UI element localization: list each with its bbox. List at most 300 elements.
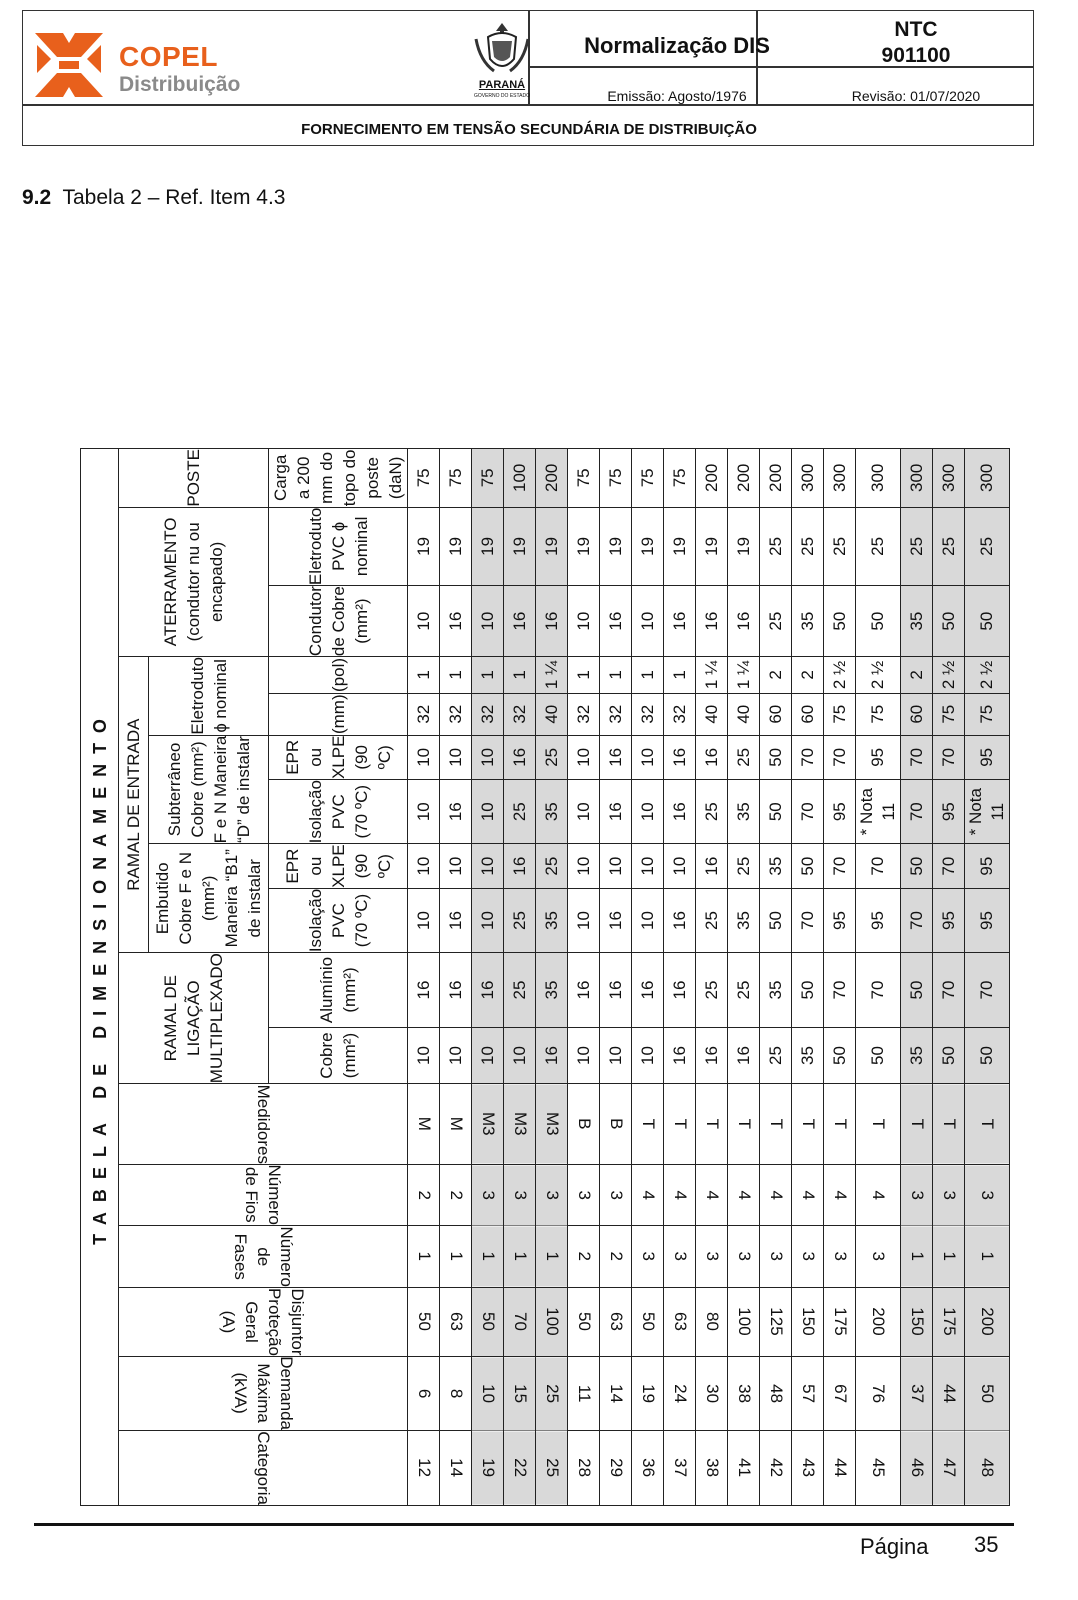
cell-categoria: 14: [440, 1431, 472, 1506]
cell-disjuntor: 100: [728, 1287, 760, 1356]
section-number: 9.2: [22, 186, 52, 209]
cell-emb-epr-xlpe: 10: [408, 844, 440, 888]
cell-emb-epr-xlpe: 16: [504, 844, 536, 888]
cell-fios: 3: [568, 1164, 600, 1225]
cell-demanda: 57: [792, 1356, 824, 1431]
cell-aterramento-cobre: 35: [792, 586, 824, 657]
cell-fases: 3: [696, 1226, 728, 1287]
header-aterramento: ATERRAMENTO (condutor nu ou encapado): [119, 507, 269, 656]
cell-demanda: 37: [901, 1356, 933, 1431]
cell-sub-epr-xlpe: 70: [901, 735, 933, 779]
header-sub-isolacao-pvc: Isolação PVC (70 ºC): [269, 780, 408, 844]
cell-emb-epr-xlpe: 70: [824, 844, 856, 888]
cell-categoria: 48: [965, 1431, 1010, 1506]
cell-fases: 3: [664, 1226, 696, 1287]
cell-aluminio: 70: [856, 953, 901, 1028]
cell-categoria: 25: [536, 1431, 568, 1506]
cell-emb-isolacao-pvc: 95: [856, 888, 901, 952]
cell-cobre: 16: [696, 1027, 728, 1083]
cell-fases: 1: [536, 1226, 568, 1287]
cell-poste-carga: 75: [568, 449, 600, 508]
cell-aluminio: 16: [472, 953, 504, 1028]
cell-categoria: 45: [856, 1431, 901, 1506]
cell-eletroduto-mm: 40: [536, 693, 568, 735]
table-row: [901, 449, 933, 1506]
cell-fases: 3: [760, 1226, 792, 1287]
dimension-table-area: [80, 226, 1007, 1506]
cell-emb-epr-xlpe: 50: [901, 844, 933, 888]
cell-aterramento-cobre: 10: [472, 586, 504, 657]
cell-demanda: 19: [632, 1356, 664, 1431]
cell-sub-isolacao-pvc: 35: [536, 780, 568, 844]
cell-emb-isolacao-pvc: 70: [792, 888, 824, 952]
dimension-table: [80, 448, 1010, 1506]
cell-eletroduto-pol: 1 ¼: [728, 657, 760, 694]
cell-medidores: M3: [504, 1084, 536, 1164]
cell-aluminio: 35: [536, 953, 568, 1028]
header-subterraneo: Subterrâneo Cobre (mm²) F e N Maneira “D” de instalar: [149, 735, 269, 844]
cell-eletroduto-pol: 2: [760, 657, 792, 694]
cell-eletroduto-pol: 1: [632, 657, 664, 694]
cell-emb-isolacao-pvc: 16: [600, 888, 632, 952]
cell-eletroduto-pol: 2 ½: [933, 657, 965, 694]
cell-cobre: 10: [632, 1027, 664, 1083]
cell-demanda: 6: [408, 1356, 440, 1431]
cell-sub-epr-xlpe: 16: [696, 735, 728, 779]
cell-fases: 1: [965, 1226, 1010, 1287]
cell-sub-isolacao-pvc: 70: [792, 780, 824, 844]
cell-aterramento-eletroduto: 19: [472, 507, 504, 586]
cell-aluminio: 16: [600, 953, 632, 1028]
norm-code-line1: NTC: [894, 18, 938, 41]
cell-cobre: 10: [568, 1027, 600, 1083]
cell-fios: 4: [824, 1164, 856, 1225]
cell-aterramento-cobre: 50: [965, 586, 1010, 657]
cell-disjuntor: 63: [664, 1287, 696, 1356]
table-row: [728, 449, 760, 1506]
cell-aterramento-cobre: 16: [696, 586, 728, 657]
cell-medidores: B: [568, 1084, 600, 1164]
cell-emb-isolacao-pvc: 35: [536, 888, 568, 952]
cell-emb-epr-xlpe: 70: [933, 844, 965, 888]
cell-fios: 3: [472, 1164, 504, 1225]
cell-eletroduto-mm: 75: [933, 693, 965, 735]
copel-logo-icon: [33, 29, 105, 101]
cell-disjuntor: 50: [632, 1287, 664, 1356]
cell-eletroduto-pol: 1: [472, 657, 504, 694]
table-row: [472, 449, 504, 1506]
cell-fios: 4: [856, 1164, 901, 1225]
cell-aterramento-eletroduto: 19: [600, 507, 632, 586]
cell-aterramento-eletroduto: 19: [632, 507, 664, 586]
cell-poste-carga: 300: [792, 449, 824, 508]
cell-aterramento-cobre: 16: [600, 586, 632, 657]
cell-poste-carga: 300: [965, 449, 1010, 508]
cell-eletroduto-pol: 2 ½: [856, 657, 901, 694]
cell-eletroduto-pol: 1: [408, 657, 440, 694]
cell-categoria: 41: [728, 1431, 760, 1506]
cell-sub-isolacao-pvc: 95: [824, 780, 856, 844]
cell-categoria: 28: [568, 1431, 600, 1506]
cell-sub-isolacao-pvc: 50: [760, 780, 792, 844]
cell-emb-isolacao-pvc: 95: [965, 888, 1010, 952]
table-row: [824, 449, 856, 1506]
cell-sub-isolacao-pvc: 25: [696, 780, 728, 844]
cell-eletroduto-pol: 1: [440, 657, 472, 694]
cell-aterramento-cobre: 16: [440, 586, 472, 657]
cell-medidores: T: [696, 1084, 728, 1164]
cell-demanda: 11: [568, 1356, 600, 1431]
cell-eletroduto-mm: 60: [901, 693, 933, 735]
cell-cobre: 50: [856, 1027, 901, 1083]
cell-aterramento-cobre: 10: [568, 586, 600, 657]
cell-disjuntor: 175: [933, 1287, 965, 1356]
cell-fases: 1: [472, 1226, 504, 1287]
header-embutido: Embutido Cobre F e N (mm²) Maneira “B1” de instalar: [149, 844, 269, 953]
cell-cobre: 10: [504, 1027, 536, 1083]
cell-cobre: 10: [408, 1027, 440, 1083]
cell-emb-isolacao-pvc: 25: [504, 888, 536, 952]
header-emb-isolacao-pvc: Isolação PVC (70 ºC): [269, 888, 408, 952]
cell-emb-epr-xlpe: 10: [440, 844, 472, 888]
page-label: Página: [860, 1534, 929, 1559]
cell-categoria: 19: [472, 1431, 504, 1506]
cell-poste-carga: 75: [440, 449, 472, 508]
cell-demanda: 10: [472, 1356, 504, 1431]
footer-rule: [34, 1523, 1014, 1526]
cell-sub-isolacao-pvc: 35: [728, 780, 760, 844]
cell-aluminio: 25: [728, 953, 760, 1028]
cell-eletroduto-mm: 32: [472, 693, 504, 735]
cell-sub-isolacao-pvc: 25: [504, 780, 536, 844]
cell-eletroduto-mm: 75: [824, 693, 856, 735]
cell-fios: 4: [632, 1164, 664, 1225]
cell-aterramento-cobre: 16: [504, 586, 536, 657]
cell-aluminio: 16: [408, 953, 440, 1028]
header-eletroduto: Eletroduto ɸ nominal: [149, 657, 269, 736]
cell-aluminio: 16: [568, 953, 600, 1028]
cell-categoria: 12: [408, 1431, 440, 1506]
cell-fios: 2: [440, 1164, 472, 1225]
emission-date: Emissão: Agosto/1976: [607, 88, 747, 104]
table-row: [664, 449, 696, 1506]
cell-disjuntor: 200: [856, 1287, 901, 1356]
table-row: [440, 449, 472, 1506]
cell-categoria: 43: [792, 1431, 824, 1506]
cell-emb-isolacao-pvc: 10: [408, 888, 440, 952]
cell-disjuntor: 80: [696, 1287, 728, 1356]
cell-medidores: M3: [536, 1084, 568, 1164]
cell-emb-epr-xlpe: 25: [728, 844, 760, 888]
cell-emb-epr-xlpe: 10: [664, 844, 696, 888]
state-crest: [470, 19, 534, 105]
header-carga: Carga a 200 mm do topo do poste (daN): [269, 449, 408, 508]
cell-aterramento-eletroduto: 19: [504, 507, 536, 586]
cell-fios: 3: [504, 1164, 536, 1225]
cell-aluminio: 16: [632, 953, 664, 1028]
cell-cobre: 16: [664, 1027, 696, 1083]
cell-categoria: 36: [632, 1431, 664, 1506]
cell-aterramento-cobre: 50: [856, 586, 901, 657]
cell-aluminio: 25: [696, 953, 728, 1028]
cell-emb-isolacao-pvc: 70: [901, 888, 933, 952]
cell-disjuntor: 150: [901, 1287, 933, 1356]
cell-sub-isolacao-pvc: 10: [632, 780, 664, 844]
cell-aluminio: 70: [824, 953, 856, 1028]
header-sub-epr-xlpe: EPR ou XLPE (90 ºC): [269, 735, 408, 779]
cell-demanda: 30: [696, 1356, 728, 1431]
cell-categoria: 47: [933, 1431, 965, 1506]
cell-categoria: 42: [760, 1431, 792, 1506]
cell-poste-carga: 75: [632, 449, 664, 508]
cell-eletroduto-pol: 1: [600, 657, 632, 694]
cell-poste-carga: 75: [472, 449, 504, 508]
cell-sub-isolacao-pvc: 10: [472, 780, 504, 844]
cell-emb-epr-xlpe: 25: [536, 844, 568, 888]
cell-sub-epr-xlpe: 25: [728, 735, 760, 779]
norm-title: Normalização DIS: [584, 33, 770, 58]
cell-medidores: T: [933, 1084, 965, 1164]
cell-cobre: 50: [824, 1027, 856, 1083]
dimension-table-rotator: [80, 448, 1010, 1506]
cell-poste-carga: 75: [408, 449, 440, 508]
header-poste: POSTE: [119, 449, 269, 508]
table-row: [408, 449, 440, 1506]
cell-aterramento-eletroduto: 25: [901, 507, 933, 586]
cell-fios: 4: [792, 1164, 824, 1225]
cell-disjuntor: 50: [408, 1287, 440, 1356]
cell-aterramento-cobre: 50: [933, 586, 965, 657]
cell-fases: 1: [933, 1226, 965, 1287]
cell-aluminio: 35: [760, 953, 792, 1028]
table-row: [965, 449, 1010, 1506]
cell-emb-epr-xlpe: 70: [856, 844, 901, 888]
cell-disjuntor: 70: [504, 1287, 536, 1356]
header-disjuntor: Disjuntor Proteção Geral (A): [119, 1287, 408, 1356]
cell-emb-epr-xlpe: 10: [632, 844, 664, 888]
cell-fios: 3: [901, 1164, 933, 1225]
cell-aluminio: 70: [965, 953, 1010, 1028]
cell-emb-isolacao-pvc: 10: [632, 888, 664, 952]
cell-eletroduto-mm: 75: [965, 693, 1010, 735]
parana-crest-icon: [470, 19, 534, 79]
document-subtitle: FORNECIMENTO EM TENSÃO SECUNDÁRIA DE DISTRIBUIÇÃO: [301, 121, 757, 138]
cell-emb-isolacao-pvc: 95: [824, 888, 856, 952]
cell-sub-isolacao-pvc: 10: [408, 780, 440, 844]
cell-poste-carga: 75: [600, 449, 632, 508]
cell-emb-isolacao-pvc: 16: [440, 888, 472, 952]
cell-fios: 4: [760, 1164, 792, 1225]
state-label: PARANÁ: [478, 79, 526, 91]
cell-medidores: M3: [472, 1084, 504, 1164]
cell-eletroduto-pol: 1: [664, 657, 696, 694]
cell-emb-isolacao-pvc: 95: [933, 888, 965, 952]
cell-eletroduto-pol: 1 ¼: [536, 657, 568, 694]
cell-cobre: 16: [536, 1027, 568, 1083]
cell-aterramento-eletroduto: 19: [664, 507, 696, 586]
cell-sub-epr-xlpe: 10: [440, 735, 472, 779]
header-ramal-ligacao: RAMAL DE LIGAÇÃO MULTIPLEXADO: [119, 953, 269, 1084]
cell-aterramento-eletroduto: 25: [965, 507, 1010, 586]
cell-aterramento-eletroduto: 19: [728, 507, 760, 586]
cell-sub-epr-xlpe: 50: [760, 735, 792, 779]
cell-poste-carga: 200: [536, 449, 568, 508]
cell-disjuntor: 150: [792, 1287, 824, 1356]
cell-emb-epr-xlpe: 50: [792, 844, 824, 888]
cell-demanda: 24: [664, 1356, 696, 1431]
cell-eletroduto-mm: 60: [792, 693, 824, 735]
table-title: TABELA DE DIMENSIONAMENTO: [81, 449, 119, 1506]
cell-medidores: T: [965, 1084, 1010, 1164]
header-aluminio: Alumínio (mm²): [269, 953, 408, 1028]
cell-eletroduto-mm: 40: [696, 693, 728, 735]
cell-fios: 3: [933, 1164, 965, 1225]
header-emb-epr-xlpe: EPR ou XLPE (90 ºC): [269, 844, 408, 888]
cell-sub-isolacao-pvc: 10: [568, 780, 600, 844]
cell-disjuntor: 200: [965, 1287, 1010, 1356]
header-eletroduto-pol: (pol): [269, 657, 408, 694]
cell-sub-isolacao-pvc: 70: [901, 780, 933, 844]
cell-fases: 1: [901, 1226, 933, 1287]
cell-categoria: 46: [901, 1431, 933, 1506]
cell-aluminio: 70: [933, 953, 965, 1028]
table-row: [696, 449, 728, 1506]
cell-emb-isolacao-pvc: 25: [696, 888, 728, 952]
cell-eletroduto-mm: 60: [760, 693, 792, 735]
cell-sub-epr-xlpe: 16: [664, 735, 696, 779]
cell-fases: 2: [600, 1226, 632, 1287]
cell-aterramento-cobre: 10: [632, 586, 664, 657]
table-row: [536, 449, 568, 1506]
cell-fios: 2: [408, 1164, 440, 1225]
cell-poste-carga: 300: [901, 449, 933, 508]
cell-fios: 3: [536, 1164, 568, 1225]
cell-eletroduto-pol: 2 ½: [824, 657, 856, 694]
cell-disjuntor: 50: [472, 1287, 504, 1356]
cell-emb-epr-xlpe: 10: [600, 844, 632, 888]
cell-aterramento-eletroduto: 19: [696, 507, 728, 586]
cell-aterramento-cobre: 25: [760, 586, 792, 657]
cell-eletroduto-mm: 32: [664, 693, 696, 735]
cell-sub-epr-xlpe: 10: [408, 735, 440, 779]
table-row: [600, 449, 632, 1506]
cell-eletroduto-mm: 32: [440, 693, 472, 735]
cell-fios: 4: [696, 1164, 728, 1225]
cell-poste-carga: 300: [824, 449, 856, 508]
cell-fases: 2: [568, 1226, 600, 1287]
cell-eletroduto-mm: 32: [632, 693, 664, 735]
cell-aterramento-eletroduto: 25: [824, 507, 856, 586]
header-eletroduto-mm: (mm): [269, 693, 408, 735]
cell-medidores: B: [600, 1084, 632, 1164]
cell-cobre: 50: [965, 1027, 1010, 1083]
cell-sub-isolacao-pvc: * Nota 11: [965, 780, 1010, 844]
cell-emb-epr-xlpe: 35: [760, 844, 792, 888]
cell-sub-isolacao-pvc: * Nota 11: [856, 780, 901, 844]
cell-sub-isolacao-pvc: 16: [440, 780, 472, 844]
cell-sub-epr-xlpe: 95: [856, 735, 901, 779]
cell-fases: 3: [792, 1226, 824, 1287]
cell-medidores: T: [760, 1084, 792, 1164]
cell-fios: 3: [965, 1164, 1010, 1225]
cell-eletroduto-mm: 75: [856, 693, 901, 735]
cell-sub-epr-xlpe: 70: [792, 735, 824, 779]
cell-aterramento-eletroduto: 19: [440, 507, 472, 586]
cell-poste-carga: 300: [856, 449, 901, 508]
cell-aterramento-eletroduto: 19: [536, 507, 568, 586]
cell-aterramento-eletroduto: 25: [760, 507, 792, 586]
table-row: [856, 449, 901, 1506]
cell-aluminio: 16: [664, 953, 696, 1028]
cell-aluminio: 50: [901, 953, 933, 1028]
cell-disjuntor: 50: [568, 1287, 600, 1356]
table-row: [632, 449, 664, 1506]
cell-eletroduto-mm: 40: [728, 693, 760, 735]
cell-disjuntor: 175: [824, 1287, 856, 1356]
cell-sub-epr-xlpe: 95: [965, 735, 1010, 779]
cell-emb-isolacao-pvc: 10: [472, 888, 504, 952]
cell-sub-epr-xlpe: 16: [504, 735, 536, 779]
cell-eletroduto-mm: 32: [600, 693, 632, 735]
cell-cobre: 25: [760, 1027, 792, 1083]
cell-medidores: M: [440, 1084, 472, 1164]
cell-eletroduto-pol: 1: [568, 657, 600, 694]
cell-emb-epr-xlpe: 10: [568, 844, 600, 888]
cell-demanda: 14: [600, 1356, 632, 1431]
cell-aterramento-cobre: 16: [536, 586, 568, 657]
cell-aterramento-cobre: 16: [728, 586, 760, 657]
cell-poste-carga: 200: [760, 449, 792, 508]
cell-cobre: 10: [440, 1027, 472, 1083]
cell-fases: 3: [856, 1226, 901, 1287]
norm-code-line2: 901100: [881, 44, 951, 67]
section-heading: [22, 186, 285, 210]
table-row: [933, 449, 965, 1506]
cell-poste-carga: 200: [696, 449, 728, 508]
cell-emb-isolacao-pvc: 16: [664, 888, 696, 952]
cell-medidores: T: [901, 1084, 933, 1164]
cell-sub-epr-xlpe: 16: [600, 735, 632, 779]
cell-emb-isolacao-pvc: 50: [760, 888, 792, 952]
cell-emb-isolacao-pvc: 35: [728, 888, 760, 952]
header-fios: Número de Fios: [119, 1164, 408, 1225]
cell-emb-epr-xlpe: 95: [965, 844, 1010, 888]
cell-aterramento-eletroduto: 25: [792, 507, 824, 586]
cell-fases: 3: [632, 1226, 664, 1287]
cell-eletroduto-mm: 32: [504, 693, 536, 735]
cell-categoria: 22: [504, 1431, 536, 1506]
header-fases: Número de Fases: [119, 1226, 408, 1287]
cell-aluminio: 50: [792, 953, 824, 1028]
cell-medidores: T: [632, 1084, 664, 1164]
cell-sub-epr-xlpe: 70: [824, 735, 856, 779]
norm-code: [798, 17, 1034, 69]
cell-aterramento-eletroduto: 19: [568, 507, 600, 586]
cell-sub-isolacao-pvc: 95: [933, 780, 965, 844]
cell-fases: 1: [408, 1226, 440, 1287]
cell-categoria: 37: [664, 1431, 696, 1506]
cell-sub-epr-xlpe: 10: [632, 735, 664, 779]
header-cobre: Cobre (mm²): [269, 1027, 408, 1083]
cell-medidores: T: [856, 1084, 901, 1164]
cell-emb-isolacao-pvc: 10: [568, 888, 600, 952]
header-condutor-cobre: Condutor de Cobre (mm²): [269, 586, 408, 657]
cell-aterramento-eletroduto: 25: [933, 507, 965, 586]
cell-demanda: 25: [536, 1356, 568, 1431]
cell-cobre: 50: [933, 1027, 965, 1083]
cell-fases: 1: [440, 1226, 472, 1287]
cell-poste-carga: 200: [728, 449, 760, 508]
